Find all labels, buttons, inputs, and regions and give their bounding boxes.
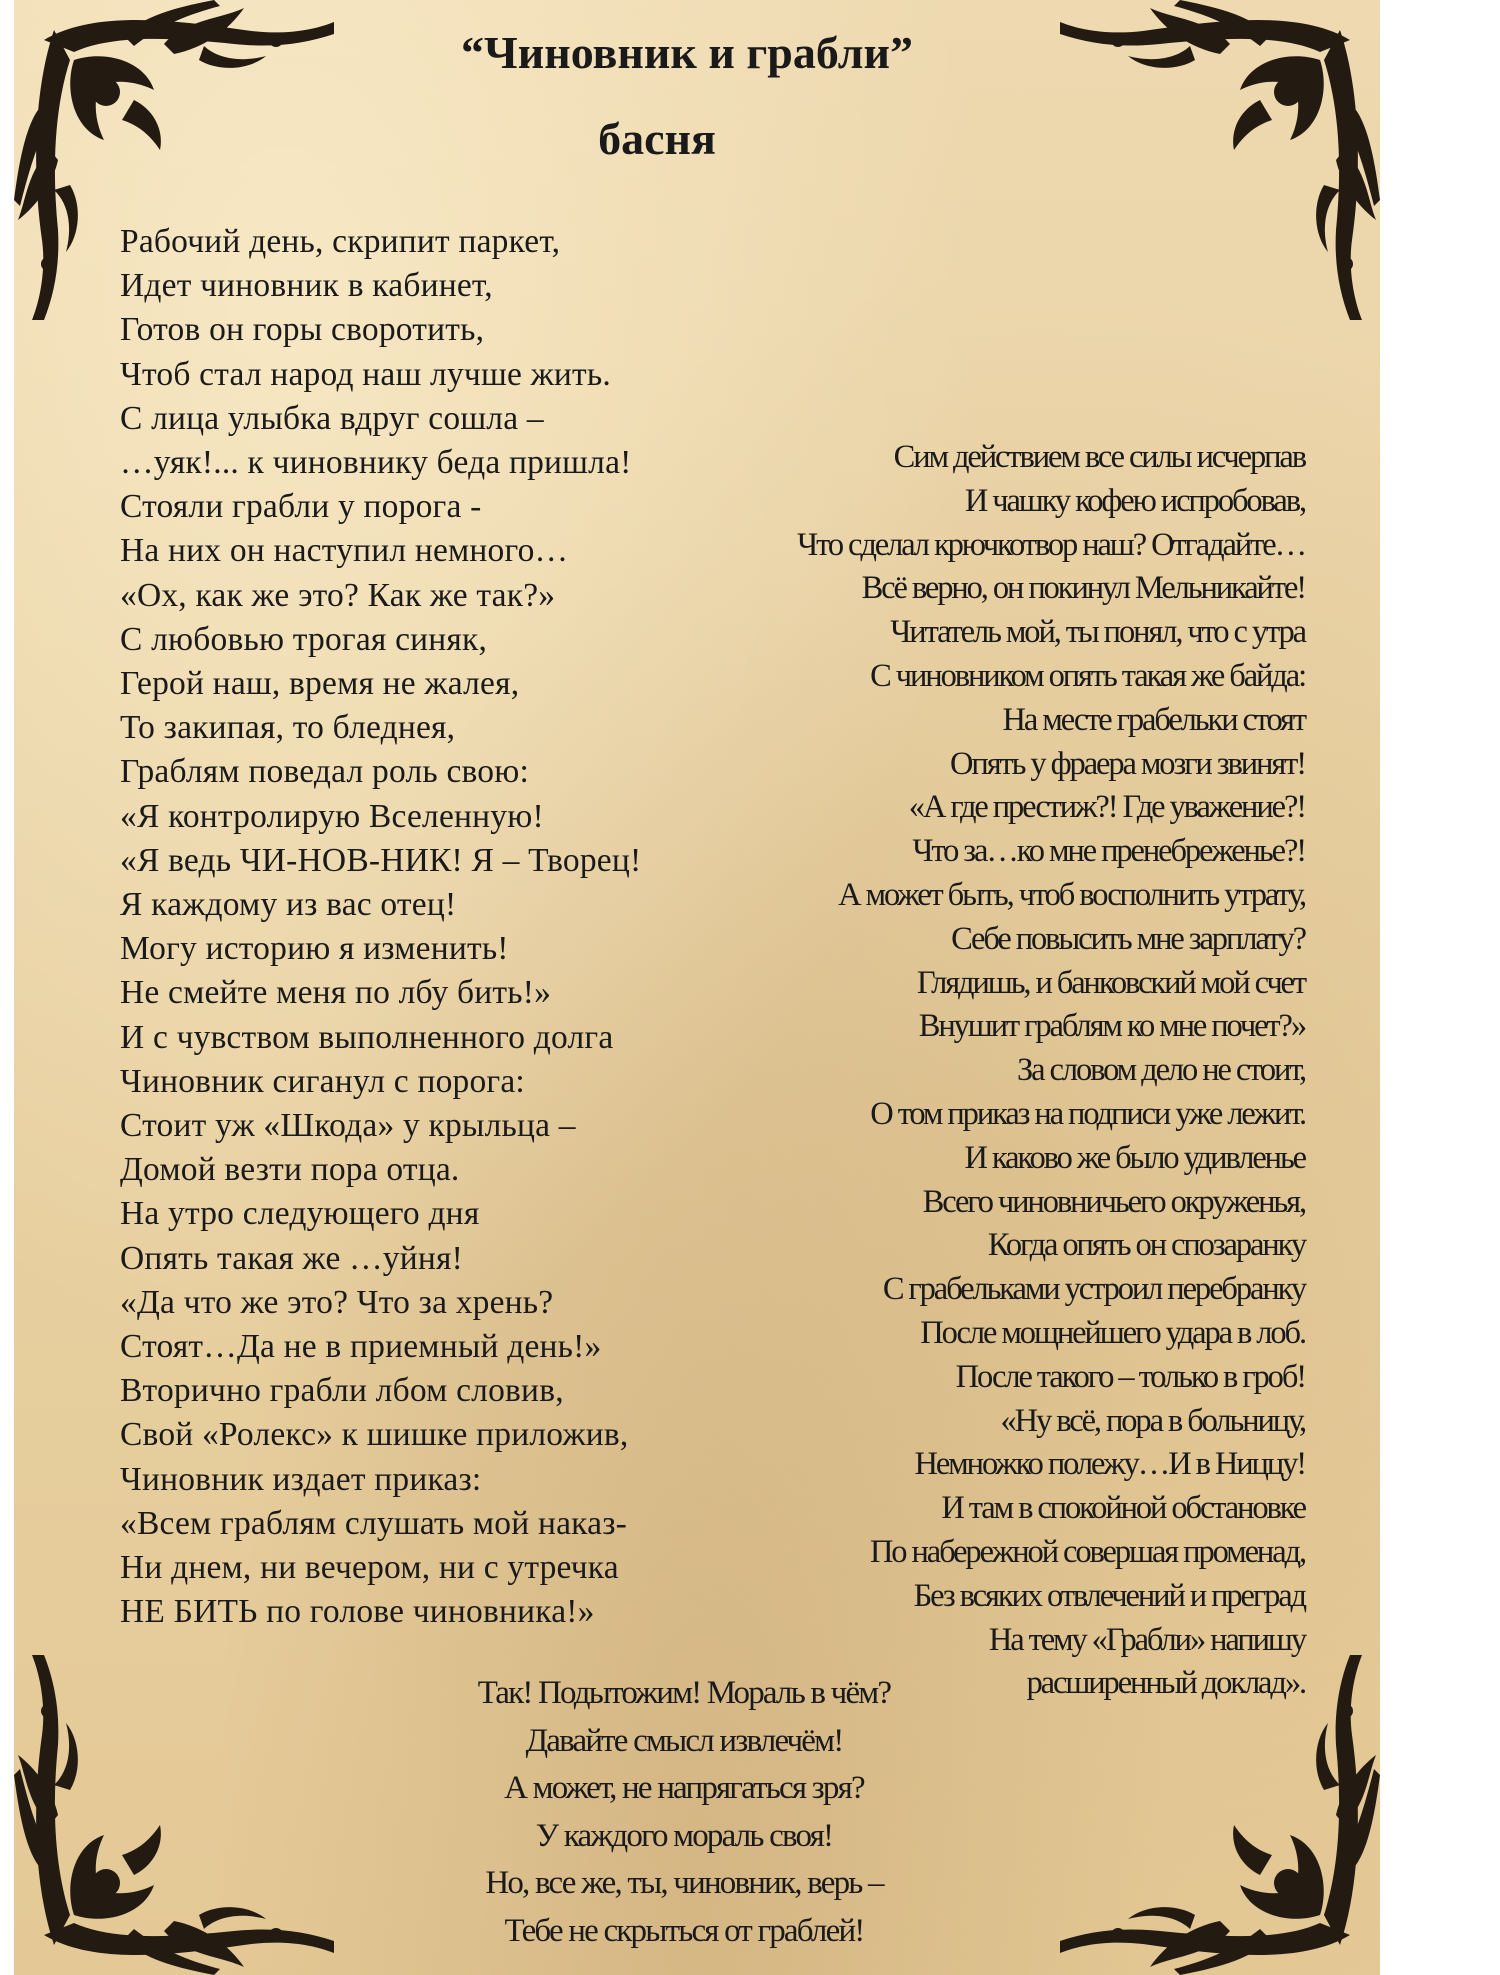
poem-line: Что за…ко мне пренебреженье?! — [912, 833, 1305, 870]
poem-line: Опять такая же …уйня! — [120, 1239, 463, 1277]
poem-line: На тему «Грабли» напишу — [988, 1621, 1305, 1658]
poem-line: …уяк!... к чиновнику беда пришла! — [120, 444, 632, 482]
moral-line: У каждого мораль своя! — [535, 1817, 833, 1854]
poem-line: Свой «Ролекс» к шишке приложив, — [120, 1416, 629, 1454]
poem-line: После такого – только в гроб! — [955, 1358, 1305, 1395]
poem-line: Без всяких отвлечений и преград — [913, 1577, 1305, 1614]
poem-line: Стоит уж «Шкода» у крыльца – — [120, 1107, 576, 1145]
poem-line: По набережной совершая променад, — [869, 1533, 1305, 1570]
poem-line: Рабочий день, скрипит паркет, — [120, 223, 561, 260]
poem-line: А может быть, чтоб восполнить утрату, — [838, 876, 1305, 913]
poem-line: После мощнейшего удара в лоб. — [920, 1314, 1305, 1351]
poem-right-column — [615, 436, 1305, 1706]
poem-line: Готов он горы своротить, — [120, 311, 485, 349]
poem-line: Всё верно, он покинул Мельникайте! — [861, 570, 1305, 607]
poem-line: Стоят…Да не в приемный день!» — [120, 1328, 602, 1366]
poem-line: Читатель мой, ты понял, что с утра — [890, 614, 1305, 651]
poem-line: Немножко полежу…И в Ниццу! — [914, 1446, 1305, 1483]
floral-corner-ornament-icon — [14, 1655, 334, 1975]
poem-line: Герой наш, время не жалея, — [120, 665, 520, 703]
poem-line: «Всем граблям слушать мой наказ- — [120, 1504, 627, 1542]
page-title: “Чиновник и грабли” — [460, 27, 914, 78]
poem-line: Чиновник сиганул с порога: — [120, 1062, 525, 1100]
poem-line: Чиновник издает приказ: — [120, 1460, 482, 1498]
poem-line: Когда опять он спозаранку — [987, 1227, 1305, 1264]
poem-line: То закипая, то бледнея, — [120, 709, 456, 747]
parchment-page — [14, 0, 1380, 1975]
poem-line: Внушит граблям ко мне почет?» — [918, 1008, 1305, 1045]
poem-line: Граблям поведал роль свою: — [120, 753, 529, 791]
poem-line: «Я ведь ЧИ-НОВ-НИК! Я – Творец! — [120, 841, 642, 879]
poem-line: Себе повысить мне зарплату? — [951, 920, 1305, 957]
poem-line: Идет чиновник в кабинет, — [120, 267, 493, 305]
poem-line: расширенный доклад». — [1026, 1665, 1305, 1702]
poem-line: Глядишь, и банковский мой счет — [916, 964, 1305, 1001]
poem-moral-stanza — [314, 1670, 1054, 1955]
poem-line: Чтоб стал народ наш лучше жить. — [120, 355, 611, 393]
poem-line: Всего чиновничьего окруженья, — [922, 1183, 1305, 1220]
poem-line: На месте грабельки стоят — [1002, 701, 1305, 738]
poem-line: С лица улыбка вдруг сошла – — [120, 399, 544, 437]
poem-line: Вторично грабли лбом словив, — [120, 1372, 564, 1410]
poem-line: НЕ БИТЬ по голове чиновника!» — [120, 1593, 595, 1631]
poem-line: Домой везти пора отца. — [120, 1151, 460, 1189]
poem-line: Ни днем, ни вечером, ни с утречка — [120, 1549, 619, 1587]
poem-line: С грабельками устроил перебранку — [882, 1271, 1305, 1308]
poem-line: «А где престиж?! Где уважение?! — [908, 789, 1305, 826]
moral-line: Так! Подытожим! Мораль в чём? — [477, 1675, 891, 1711]
poem-line: На утро следующего дня — [120, 1195, 480, 1233]
poem-line: И с чувством выполненного долга — [120, 1018, 614, 1056]
poem-line: «Я контролирую Вселенную! — [120, 797, 544, 835]
poem-line: «Ох, как же это? Как же так?» — [120, 576, 556, 614]
poem-line: На них он наступил немного… — [120, 532, 569, 570]
poem-line: За словом дело не стоит, — [1017, 1052, 1305, 1089]
poem-line: Опять у фраера мозги звинят! — [950, 745, 1305, 782]
poem-line: Стояли грабли у порога - — [120, 488, 482, 526]
poem-line: «Да что же это? Что за хрень? — [120, 1283, 554, 1321]
poem-line: О том приказ на подписи уже лежит. — [870, 1095, 1305, 1132]
poem-line: Не смейте меня по лбу бить!» — [120, 974, 552, 1012]
poem-line: И там в спокойной обстановке — [941, 1490, 1305, 1527]
poem-line: Что сделал крючкотвор наш? Отгадайте… — [797, 526, 1305, 563]
poem-line: С любовью трогая синяк, — [120, 620, 488, 658]
moral-line: А может, не напрягаться зря? — [504, 1770, 864, 1806]
poem-line: Сим действием все силы исчерпав — [893, 439, 1305, 475]
poem-line: Я каждому из вас отец! — [120, 886, 457, 924]
poem-line: «Ну всё, пора в больницу, — [1000, 1402, 1305, 1439]
moral-line: Тебе не скрыться от граблей! — [504, 1912, 864, 1949]
poem-line: И чашку кофею испробовав, — [964, 482, 1305, 519]
poem-line: Могу историю я изменить! — [120, 930, 509, 968]
page-subtitle: басня — [598, 113, 716, 164]
poem-line: С чиновником опять такая же байда: — [870, 657, 1305, 694]
moral-line: Давайте смысл извлечём! — [525, 1722, 843, 1759]
poem-line: И каково же было удивленье — [964, 1139, 1305, 1176]
moral-line: Но, все же, ты, чиновник, верь – — [485, 1865, 883, 1901]
